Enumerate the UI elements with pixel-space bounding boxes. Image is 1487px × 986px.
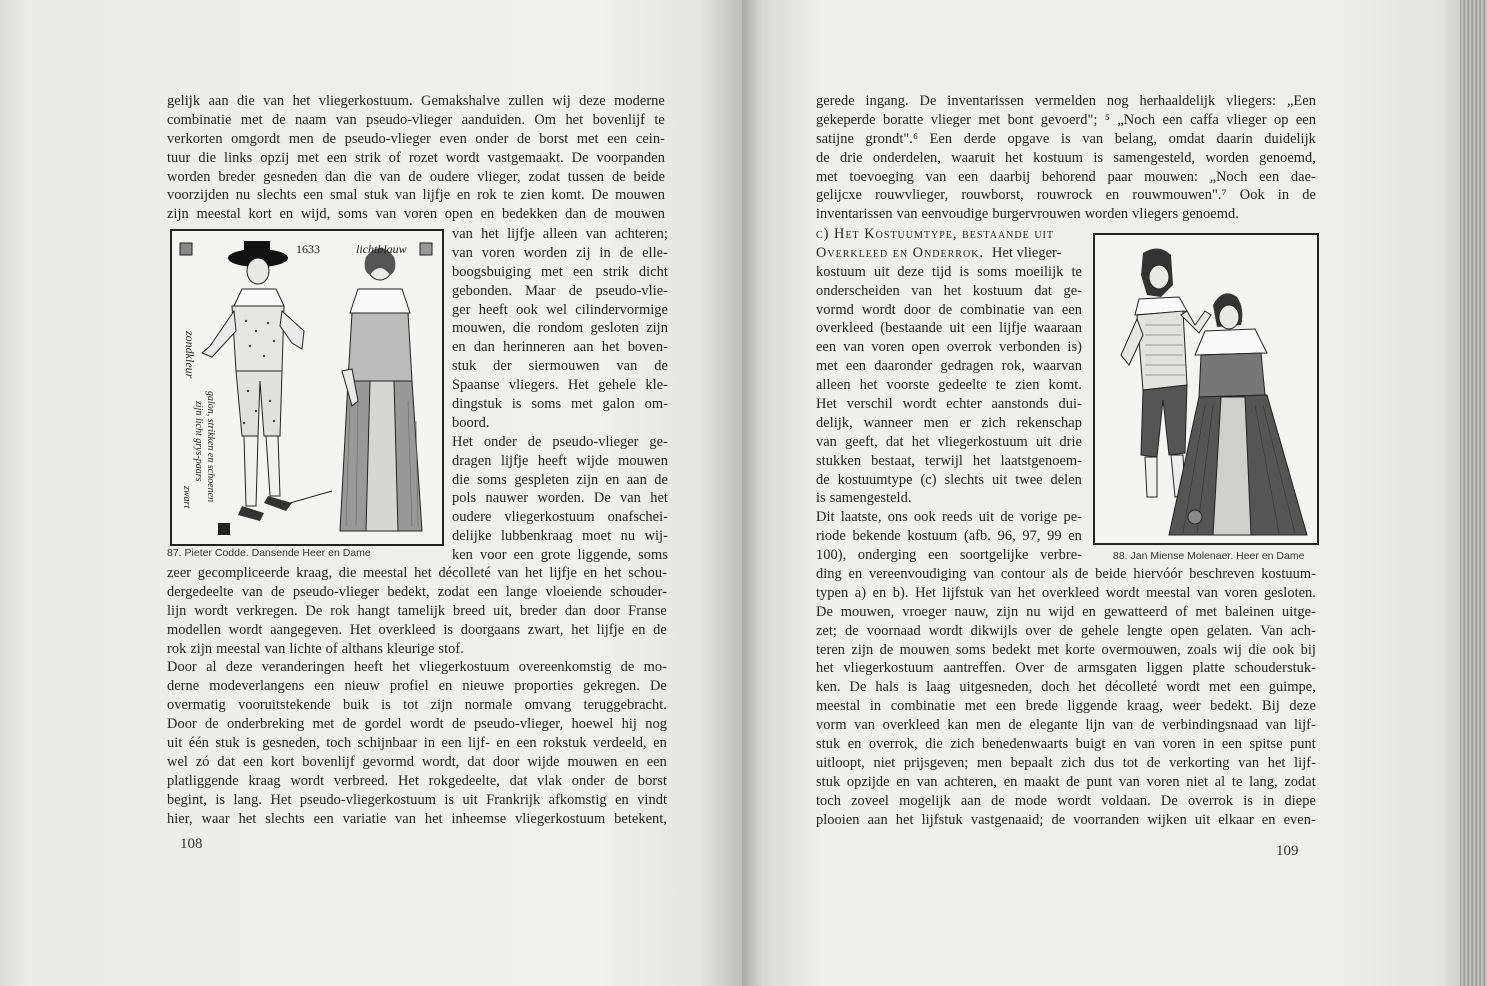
book-page-edges bbox=[1460, 0, 1487, 986]
text-line: uitloopt, niet prijsgeven; men bepaalt zich dus tot de verkorting van het lijf- bbox=[816, 754, 1316, 771]
text-line: vorm van overkleed kan men de elegante lijn van de verbindingsnaad van lijf- bbox=[816, 717, 1316, 734]
text-line: zijn meestal kort en wijd, soms van voren open en bedekken dan de mouwen bbox=[167, 206, 665, 223]
text-line: van geeft, dat het vliegerkostuum uit drie bbox=[816, 433, 1082, 450]
text-line: ger heeft ook wel cilindervormige bbox=[452, 301, 668, 318]
text-line: delijk, wanneer men er zich rekenschap bbox=[816, 414, 1082, 431]
text-line: derne modeverlangens een nieuw profiel en nieuwe proporties gekregen. De bbox=[167, 678, 667, 695]
text-line: riode bekende kostuum (afb. 96, 97, 99 en bbox=[816, 528, 1082, 545]
left-bottom-text bbox=[167, 564, 667, 828]
text-line: tuur die links opzij met een strik of rozet wordt vastgemaakt. De voorpanden bbox=[167, 149, 665, 166]
text-line: 100), onderging een soortgelijke verbre- bbox=[816, 547, 1082, 564]
text-line: hier, waar het slechts een variatie van het inheemse vliegerkostuum betekent, bbox=[167, 810, 667, 827]
left-page-number: 108 bbox=[180, 836, 203, 852]
text-line: inventarissen van eenvoudige burgervrouwen worden vliegers genoemd. bbox=[816, 206, 1239, 223]
text-line: overmatig vooruitstekende buik is tot zijn normale omvang teruggebracht. bbox=[167, 697, 667, 714]
text-line: die soms gespleten zijn en aan de bbox=[452, 471, 668, 488]
text-line: kostuum uit deze tijd is soms moeilijk te bbox=[816, 263, 1082, 280]
text-line: van het lijfje alleen van achteren; bbox=[452, 226, 668, 242]
left-side-text bbox=[452, 225, 668, 565]
heading-line-rest: Het vlieger- bbox=[992, 244, 1062, 261]
text-line: delijke lubbenkraag moet nu wij- bbox=[452, 528, 668, 545]
right-page-number: 109 bbox=[1276, 843, 1299, 859]
right-heading bbox=[816, 225, 1082, 263]
text-line: stukken bestaat, terwijl het laatstgenoem- bbox=[816, 452, 1082, 469]
section-heading-c-continued: Overkleed en Onderrok. bbox=[816, 244, 985, 261]
text-line: voorzijden nu slechts een smal stuk van lijfje en rok te zien komt. De mouwen bbox=[167, 187, 665, 204]
text-line: gelijk aan die van het vliegerkostuum. Gemakshalve zullen wij deze moderne bbox=[167, 93, 665, 109]
text-line: boord. bbox=[452, 414, 490, 431]
text-line: satijne grondt".⁶ Een derde opgave is van belang, omdat daarin duidelijk bbox=[816, 130, 1316, 147]
section-heading-c: c) Het Kostuumtype, bestaande uit bbox=[816, 226, 1054, 242]
figure-note-line3: zwart bbox=[181, 486, 192, 509]
right-top-text bbox=[816, 92, 1316, 224]
text-line: platliggende kraag wordt verbreed. Het rokgedeelte, dat vlak onder de borst bbox=[167, 772, 667, 789]
text-line: Het onder de pseudo-vlieger ge- bbox=[452, 433, 668, 450]
text-line: Door al deze veranderingen heeft het vliegerkostuum overeenkomstig de mo- bbox=[167, 659, 667, 676]
text-line: de kostuumtype (c) slechts uit twee delen bbox=[816, 471, 1082, 488]
text-line: alleen het voorste gedeelte te zien komt. bbox=[816, 377, 1082, 394]
text-line: ken. De hals is laag uitgesneden, doch het décolleté wordt met een guimpe, bbox=[816, 679, 1316, 696]
text-line: pols nauwer worden. De van het bbox=[452, 490, 668, 507]
text-line: lijn wordt verkregen. De rok hangt tamelijk breed uit, breder dan door Franse bbox=[167, 602, 667, 619]
text-line: uit één stuk is gesneden, toch schijnbaar in een lijf- en een rokstuk verdeeld, en bbox=[167, 735, 667, 752]
text-line: Het verschil wordt echter aanstonds dui- bbox=[816, 396, 1082, 413]
text-line: Door de onderbreking met de gordel wordt de pseudo-vlieger, hoewel hij nog bbox=[167, 716, 667, 733]
text-line: Dit laatste, ons ook reeds uit de vorige pe- bbox=[816, 509, 1082, 526]
text-line: ding en vereenvoudiging van contour als de beide hiervóór beschreven kostuum- bbox=[816, 566, 1316, 582]
text-line: De mouwen, vroeger nauw, zijn nu wijd en gewatteerd of met baleinen uitge- bbox=[816, 603, 1316, 620]
right-side-text bbox=[816, 263, 1082, 565]
text-line: en dan herinneren aan het boven- bbox=[452, 339, 668, 356]
text-line: met een daaronder gedragen rok, waarvan bbox=[816, 358, 1082, 375]
text-line: zet; de voornaad wordt dikwijls over de gehele lengte open gelaten. Van ach- bbox=[816, 622, 1316, 639]
text-line: toch zoveel mogelijk aan de mode wordt voldaan. De overrok is in diepe bbox=[816, 792, 1316, 809]
text-line: worden breder gesneden dan die van de oudere vlieger, zodat tussen de beide bbox=[167, 168, 665, 185]
text-line: combinatie met de naam van pseudo-vlieger aanduiden. Om het bovenlijf te bbox=[167, 111, 665, 128]
figure-year-label: 1633 bbox=[296, 242, 320, 256]
text-line: teren zijn de mouwen soms bedekt met korte overmouwen, zoals wij die ook bij bbox=[816, 641, 1316, 658]
text-line: stuk der siermouwen van de bbox=[452, 358, 668, 375]
figure-color-label-top: lichtblauw bbox=[356, 242, 407, 256]
text-line: verkorten omgordt men de pseudo-vlieger even onder de borst met een cein- bbox=[167, 130, 665, 147]
text-line: stuk en overrok, die zich benedenwaarts buigt en van voren in een spitse punt bbox=[816, 736, 1316, 753]
text-line: meestal in combinatie met een brede liggende kraag, weer bedekt. Bij deze bbox=[816, 698, 1316, 715]
text-line: dingstuk is soms met galon om- bbox=[452, 396, 668, 413]
text-line: van voren worden zij in de elle- bbox=[452, 244, 668, 261]
text-line: wel zó dat een kort bovenlijf gevormd wordt, dat door wijde mouwen en een bbox=[167, 753, 667, 770]
right-bottom-text bbox=[816, 565, 1316, 829]
text-line: overkleed (bestaande uit een lijfje waaraan bbox=[816, 320, 1082, 337]
figure-87-illustration bbox=[170, 229, 444, 546]
text-line: is samengesteld. bbox=[816, 490, 912, 507]
text-line: gerede ingang. De inventarissen vermelden nog herhaaldelijk vliegers: „Een bbox=[816, 93, 1316, 109]
text-line: dragen lijfje heeft wijde mouwen bbox=[452, 452, 668, 469]
text-line: gekeperde boratte vlieger met bont gevoerd"; ⁵ „Noch een caffa vlieger op een bbox=[816, 111, 1316, 128]
text-line: rok zijn meestal van lichte of althans kleurige stof. bbox=[167, 640, 464, 657]
text-line: onderscheiden van het kostuum dat ge- bbox=[816, 282, 1082, 299]
costume-drawing-dancing-couple bbox=[172, 231, 442, 544]
text-line: gelijcxe rouwvlieger, rouwborst, rouwrock en rouwmouwen".⁷ Ook in de bbox=[816, 187, 1316, 204]
text-line: plooien aan het lijfstuk vastgenaaid; de voorranden wijken uit elkaar en even- bbox=[816, 811, 1316, 828]
text-line: dergedeelte van de pseudo-vlieger bedekt, zodat een lange vloeiende schouder- bbox=[167, 583, 667, 600]
costume-drawing-man-and-woman bbox=[1095, 235, 1317, 543]
figure-note-line2: zijn licht grys-paars bbox=[193, 401, 204, 482]
text-line: ken voor een grote liggende, soms bbox=[452, 547, 668, 564]
figure-88-illustration bbox=[1093, 233, 1319, 545]
text-line: boogsbuiging met een strik dicht bbox=[452, 263, 668, 280]
text-line: typen a) en b). Het lijfstuk van het overkleed wordt meestal van voren gesloten. bbox=[816, 584, 1316, 601]
text-line: mouwen, die rondom gesloten zijn bbox=[452, 320, 668, 337]
text-line: vormd wordt door de combinatie van een bbox=[816, 301, 1082, 318]
left-top-text bbox=[167, 92, 665, 224]
figure-87-caption: 87. Pieter Codde. Dansende Heer en Dame bbox=[167, 547, 371, 559]
figure-88-caption: 88. Jan Miense Molenaer. Heer en Dame bbox=[1113, 550, 1305, 562]
figure-note-line1: galon, strikken en schoenen bbox=[205, 391, 216, 503]
text-line: Spaanse vliegers. Het gehele kle- bbox=[452, 377, 668, 394]
text-line: met toevoeging van een daarbij behorend paar mouwen: „Noch een dae- bbox=[816, 168, 1316, 185]
text-line: de drie onderdelen, waaruit het kostuum is samengesteld, worden genoemd, bbox=[816, 149, 1316, 166]
text-line: stuk opzijde en van achteren, en maakt de punt van voren niet al te lang, zodat bbox=[816, 773, 1316, 790]
text-line: modellen wordt aangegeven. Het overkleed is doorgaans zwart, het lijfje en de bbox=[167, 621, 667, 638]
text-line: het vliegerkostuum aantreffen. Over de armsgaten liggen platte schouderstuk- bbox=[816, 660, 1316, 677]
text-line: gebonden. Maar de pseudo-vlie- bbox=[452, 282, 668, 299]
text-line: begint, is lang. Het pseudo-vliegerkostuum is uit Frankrijk afkomstig en vindt bbox=[167, 791, 667, 808]
text-line: een van voren open overrok verbonden is) bbox=[816, 339, 1082, 356]
text-line: oudere vliegerkostuum onafschei- bbox=[452, 509, 668, 526]
text-line: zeer gecompliceerde kraag, die meestal het décolleté van het lijfje en het schou- bbox=[167, 565, 667, 581]
figure-color-label-left: zondkleur bbox=[183, 331, 197, 379]
